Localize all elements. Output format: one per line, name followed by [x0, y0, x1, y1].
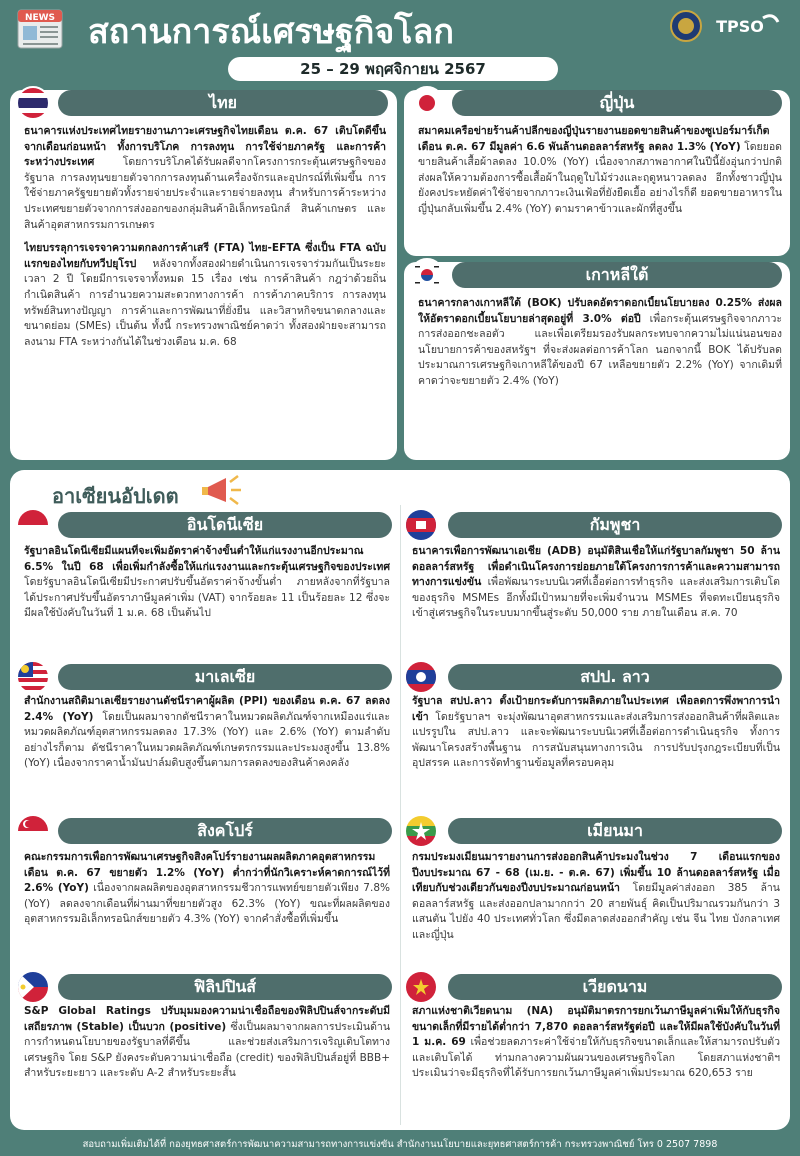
logo-icons [668, 6, 788, 46]
column-divider [400, 505, 401, 1125]
malaysia-flag-icon [16, 660, 50, 694]
vietnam-flag-icon [404, 970, 438, 1004]
laos-flag-icon [404, 660, 438, 694]
myanmar-text: กรมประมงเมียนมารายงานการส่งออกสินค้าประมงในช่วง 7 เดือนแรกของปีงบประมาณ 67 - 68 (เม.ย. - ต.ค. 67) เพิ่มขึ้น 10 ล้านดอลลาร์สหรัฐ เมื่อเทียบกับช่วงเดียวกันของปีงบประมาณก่อนหน้า โดยมีมูลค่าส่งออก 385 ล้านดอลลาร์สหรัฐ และส่งออกปลามากกว่า 20 สายพันธุ์ คิดเป็นปริมาณรวมกันกว่า 3 แสนตัน ไปยัง 40 ประเทศทั่วโลก ซึ่งมีตลาดส่งออกสำคัญ เช่น จีน ไทย บังกลาเทศ และญี่ปุ่น [412, 851, 780, 941]
asean-title: อาเซียนอัปเดต [52, 484, 179, 508]
malaysia-text: สำนักงานสถิติมาเลเซียรายงานดัชนีราคาผู้ผลิต (PPI) ของเดือน ต.ค. 67 ลดลง 2.4% (YoY) โดยเป็นผลมาจากดัชนีราคาในหมวดผลิตภัณฑ์จากเหมืองแร่และหมวดผลิตภัณฑ์อุตสาหกรรมลดลง 17.3% (YoY) และ 2.6% (YoY) ตามลำดับ อย่างไรก็ตาม ดัชนีราคาในหมวดผลิตภัณฑ์เกษตรกรรมและประมงสูงขึ้น 13.8% (YoY) เนื่องจากราคาน้ำมันปาล์มดิบสูงขึ้นตามการลดลงของสินค้าคงคลัง [24, 695, 390, 770]
laos-text: รัฐบาล สปป.ลาว ตั้งเป้ายกระดับการผลิตภายในประเทศ เพื่อลดการพึ่งพาการนำเข้า โดยรัฐบาลฯ จะมุ่งพัฒนาอุตสาหกรรมและส่งเสริมการส่งออกสินค้าที่ผลิตและแปรรูปใน สปป.ลาว และจะพัฒนาระบบนิเวศที่เอื้อต่อการดำเนินธุรกิจ ทั้งการพัฒนาโครงสร้างพื้นฐาน การสนับสนุนทางการเงิน การปรับปรุงกฎระเบียบที่เป็นอุปสรรค และการจัดทำฐานข้อมูลที่ครอบคลุม [412, 695, 780, 770]
myanmar-flag-icon [404, 814, 438, 848]
vietnam-tag: เวียดนาม [448, 974, 782, 1000]
thai-text: ธนาคารแห่งประเทศไทยรายงานภาวะเศรษฐกิจไทยเดือน ต.ค. 67 เติบโตดีขึ้นจากเดือนก่อนหน้า ทั้งการบริโภค การลงทุน การใช้จ่ายภาครัฐ และการค้าระหว่างประเทศ โดยการบริโภคได้รับผลดีจากโครงการกระตุ้นเศรษฐกิจของรัฐบาล การลงทุนขยายตัวจากการลงทุนด้านเครื่องจักรและอุปกรณ์ที่เพิ่มขึ้น การใช้จ่ายภาครัฐขยายตัวทั้งรายจ่ายประจำและรายจ่ายลงทุน สำหรับการค้าระหว่างประเทศขยายตัวจากการส่งออกของกลุ่มสินค้าอิเล็กทรอนิกส์ สินค้าเกษตร และสินค้าอุตสาหกรรมการเกษตร ไทยบรรลุการเจรจาความตกลงการค้าเสรี (FTA) ไทย-EFTA ซึ่งเป็น FTA ฉบับแรกของไทยกับทวีปยุโรป หลังจากทั้งสองฝ่ายดำเนินการเจรจาร่วมกันเป็นระยะเวลา 2 ปี โดยมีการเจรจาทั้งหมด 15 เรื่อง เช่น การค้าสินค้า กฎว่าด้วยถิ่นกำเนิดสินค้า การอำนวยความสะดวกทางการค้า การค้าภาคบริการ การลงทุน ทรัพย์สินทางปัญญา การค้าและการพัฒนาที่ยั่งยืน และวิสาหกิจขนาดกลางและขนาดย่อม (SMEs) เป็นต้น ทั้งนี้ กระทรวงพาณิชย์คาดว่า ทั้งสองฝ่ายจะสามารถลงนาม FTA ระหว่างกันได้ในช่วงเดือน ม.ค. 68 [24, 125, 386, 348]
header [0, 0, 800, 60]
thai-tag: ไทย [58, 90, 388, 116]
laos-tag: สปป. ลาว [448, 664, 782, 690]
japan-tag: ญี่ปุ่น [452, 90, 782, 116]
indonesia-flag-icon [16, 508, 50, 542]
japan-text: สมาคมเครือข่ายร้านค้าปลีกของญี่ปุ่นรายงานยอดขายสินค้าของซูเปอร์มาร์เก็ต เดือน ต.ค. 67 มีมูลค่า 6.6 พันล้านดอลลาร์สหรัฐ ลดลง 1.3% (YoY) โดยยอดขายสินค้าเสื้อผ้าลดลง 10.0% (YoY) เนื่องจากสภาพอากาศในปีนี้ยังอุ่นกว่าปกติ ส่งผลให้ความต้องการซื้อเสื้อผ้าในฤดูใบไม้ร่วงและฤดูหนาวลดลง อีกทั้งชาวญี่ปุ่นยังคงประหยัดค่าใช้จ่ายจากภาวะเงินเฟ้อที่ยังยืดเยื้อ อย่างไรก็ดี ยอดขายอาหารในญี่ปุ่นกลับเพิ่มขึ้น 2.4% (YoY) ตามราคาข้าวและผักที่สูงขึ้น [418, 125, 782, 215]
myanmar-tag: เมียนมา [448, 818, 782, 844]
footer-contact: สอบถามเพิ่มเติมได้ที่ กองยุทธศาสตร์การพัฒนาความสามารถทางการแข่งขัน สำนักงานนโยบายและยุทธศาสตร์การค้า กระทรวงพาณิชย์ โทร 0 2507 7898 [0, 1134, 800, 1156]
cambodia-flag-icon [404, 508, 438, 542]
tpso-logo: TPSO [716, 17, 764, 36]
philippines-text: S&P Global Ratings ปรับมุมมองความน่าเชื่อถือของฟิลิปปินส์จากระดับมีเสถียรภาพ (Stable) เป็นบวก (positive) ซึ่งเป็นผลมาจากผลการประเมินด้านการกำหนดนโยบายของรัฐบาลที่ดีขึ้น และช่วยส่งเสริมการเจริญเติบโตทางเศรษฐกิจ โดย S&P ยังคงระดับความน่าเชื่อถือ (credit) ของฟิลิปปินส์อยู่ที่ BBB+ สำหรับระยะยาว และระดับ A-2 สำหรับระยะสั้น [24, 1005, 390, 1080]
korea-text: ธนาคารกลางเกาหลีใต้ (BOK) ปรับลดอัตราดอกเบี้ยนโยบายลง 0.25% ส่งผลให้อัตราดอกเบี้ยนโยบายล่าสุดอยู่ที่ 3.0% ต่อปี เพื่อกระตุ้นเศรษฐกิจจากภาวะการส่งออกชะลอตัว และเพื่อเตรียมรองรับผลกระทบจากความไม่แน่นอนของนโยบายการค้าของสหรัฐฯ ที่จะส่งผลต่อการค้าโลก นอกจากนี้ BOK ได้ปรับลดประมาณการเศรษฐกิจเกาหลีใต้ของปี 67 เหลือขยายตัว 2.2% (YoY) จากเดิมที่คาดว่าจะขยายตัว 2.4% (YoY) [418, 297, 782, 387]
singapore-flag-icon [16, 814, 50, 848]
korea-flag-icon [410, 258, 444, 292]
svg-text:NEWS: NEWS [24, 13, 56, 23]
indonesia-tag: อินโดนีเซีย [58, 512, 392, 538]
singapore-tag: สิงคโปร์ [58, 818, 392, 844]
malaysia-tag: มาเลเซีย [58, 664, 392, 690]
megaphone-icon [200, 470, 244, 510]
page-title: สถานการณ์เศรษฐกิจโลก [88, 12, 454, 52]
singapore-text: คณะกรรมการเพื่อการพัฒนาเศรษฐกิจสิงคโปร์รายงานผลผลิตภาคอุตสาหกรรม เดือน ต.ค. 67 ขยายตัว 1.2% (YoY) ต่ำกว่าที่นักวิเคราะห์คาดการณ์ไว้ที่ 2.6% (YoY) เนื่องจากผลผลิตของอุตสาหกรรมชีวการแพทย์ขยายตัวเพียง 7.8% (YoY) ลดลงจากเดือนที่ผ่านมาที่ขยายตัวสูง 62.3% (YoY) ขณะที่ผลผลิตของอุตสาหกรรมอิเล็กทรอนิกส์ขยายตัว 4.3% (YoY) จากคำสั่งซื้อที่เพิ่มขึ้น [24, 851, 390, 926]
philippines-tag: ฟิลิปปินส์ [58, 974, 392, 1000]
newspaper-icon [14, 4, 70, 54]
cambodia-text: ธนาคารเพื่อการพัฒนาเอเชีย (ADB) อนุมัติสินเชื่อให้แก่รัฐบาลกัมพูชา 50 ล้านดอลลาร์สหรัฐ เพื่อดำเนินโครงการย่อยภายใต้โครงการการค้าและความสามารถทางการแข่งขัน เพื่อพัฒนาระบบนิเวศที่เอื้อต่อการทำธุรกิจ และส่งเสริมการเติบโตของธุรกิจ MSMEs อีกทั้งมีเป้าหมายที่จะเพิ่มจำนวน MSMEs ที่จดทะเบียนธุรกิจเข้าสู่เศรษฐกิจในระบบมากขึ้นสู่ระดับ 50,000 ราย ภายในเดือน ส.ค. 70 [412, 545, 780, 620]
japan-flag-icon [410, 86, 444, 120]
vietnam-text: สภาแห่งชาติเวียดนาม (NA) อนุมัติมาตรการยกเว้นภาษีมูลค่าเพิ่มให้กับธุรกิจขนาดเล็กที่มีรายได้ต่ำกว่า 7,870 ดอลลาร์สหรัฐต่อปี และให้มีผลใช้บังคับในวันที่ 1 ม.ค. 69 เพื่อช่วยลดภาระค่าใช้จ่ายให้กับธุรกิจขนาดเล็กและให้สามารถปรับตัวและเติบโตได้ ท่ามกลางความผันผวนของเศรษฐกิจโลก โดยสภาแห่งชาติฯ ประเมินว่าจะมีธุรกิจที่ได้รับการยกเว้นภาษีมูลค่าเพิ่มประมาณ 620,653 ราย [412, 1005, 780, 1080]
cambodia-tag: กัมพูชา [448, 512, 782, 538]
thai-flag-icon [16, 86, 50, 120]
date-range: 25 – 29 พฤศจิกายน 2567 [228, 57, 558, 81]
korea-tag: เกาหลีใต้ [452, 262, 782, 288]
indonesia-text: รัฐบาลอินโดนีเซียมีแผนที่จะเพิ่มอัตราค่าจ้างขั้นต่ำให้แก่แรงงานอีกประมาณ 6.5% ในปี 68 เพื่อเพิ่มกำลังซื้อให้แก่แรงงานและกระตุ้นเศรษฐกิจของประเทศ โดยรัฐบาลอินโดนีเซียมีประกาศปรับขึ้นอัตราค่าจ้างขั้นต่ำ ภายหลังจากที่รัฐบาลได้ประกาศปรับขึ้นอัตราภาษีมูลค่าเพิ่ม (VAT) จากร้อยละ 11 เป็นร้อยละ 12 ซึ่งจะมีผลใช้บังคับในวันที่ 1 ม.ค. 68 เป็นต้นไป [24, 545, 390, 620]
philippines-flag-icon [16, 970, 50, 1004]
